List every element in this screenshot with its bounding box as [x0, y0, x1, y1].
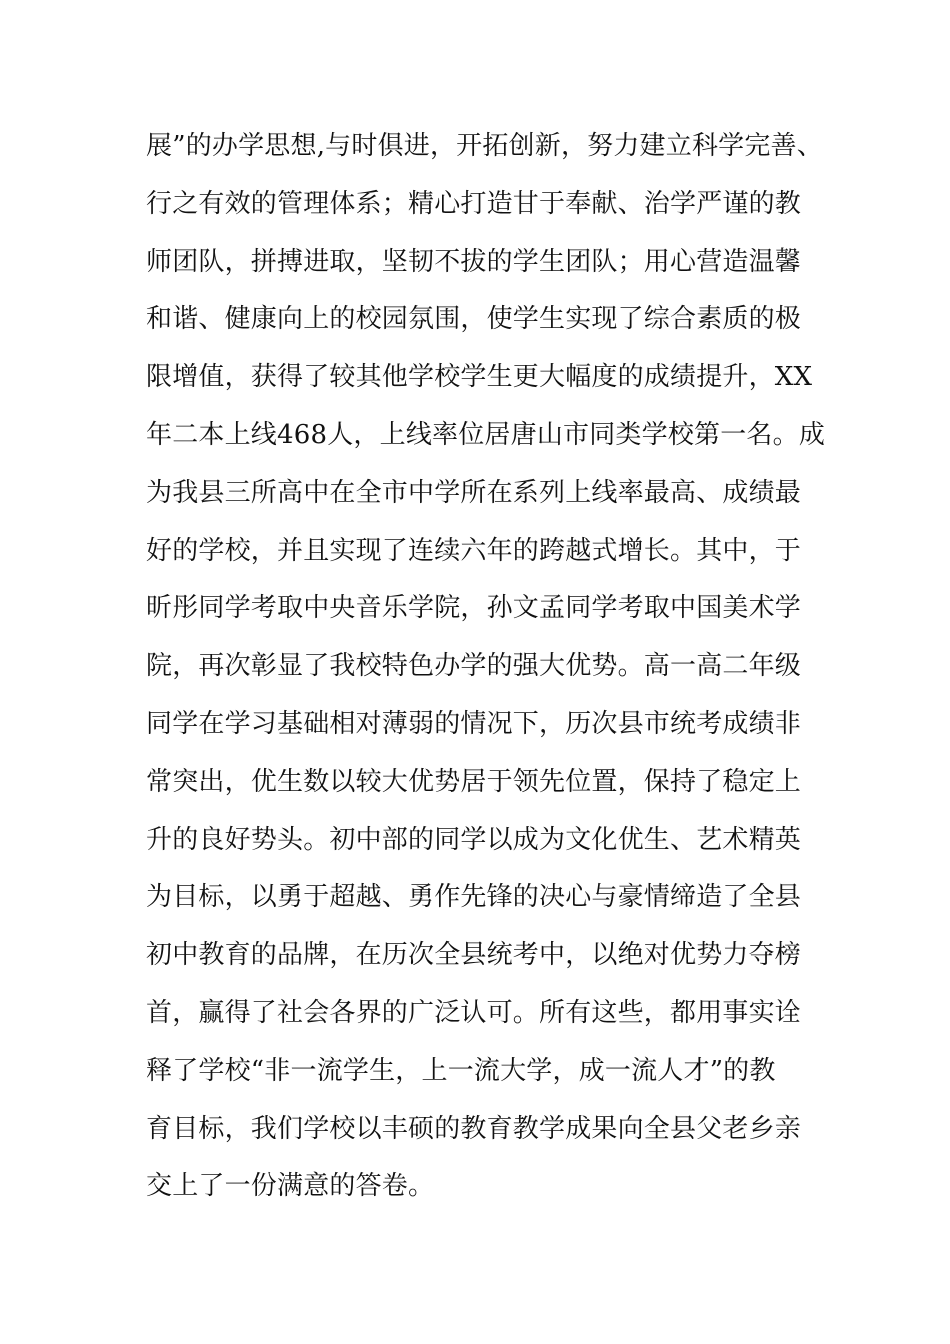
text-line: 育目标，我们学校以丰硕的教育教学成果向全县父老乡亲 [146, 1113, 802, 1144]
text-line: 展”的办学思想,与时俱进，开拓创新，努力建立科学完善、 [146, 131, 823, 161]
text-line: 和谐、健康向上的校园氛围，使学生实现了综合素质的极 [146, 304, 802, 335]
text-line: 升的良好势头。初中部的同学以成为文化优生、艺术精英 [146, 824, 802, 855]
body-paragraph [146, 118, 846, 1216]
text-line: 常突出，优生数以较大优势居于领先位置，保持了稳定上 [146, 766, 802, 797]
text-line: 释了学校“非一流学生，上一流大学，成一流人才”的教 [146, 1055, 776, 1086]
text-line: 昕彤同学考取中央音乐学院，孙文孟同学考取中国美术学 [146, 593, 802, 624]
text-line: 同学在学习基础相对薄弱的情况下，历次县市统考成绩非 [146, 708, 802, 739]
text-line: 为目标，以勇于超越、勇作先锋的决心与豪情缔造了全县 [146, 882, 802, 913]
text-line: 为我县三所高中在全市中学所在系列上线率最高、成绩最 [146, 477, 802, 508]
text-line: 交上了一份满意的答卷。 [146, 1171, 435, 1202]
text-line: 初中教育的品牌，在历次全县统考中，以绝对优势力夺榜 [146, 940, 802, 971]
text-line: 院，再次彰显了我校特色办学的强大优势。高一高二年级 [146, 651, 802, 682]
text-line: 行之有效的管理体系；精心打造甘于奉献、治学严谨的教 [146, 188, 802, 219]
text-line: 年二本上线468人，上线率位居唐山市同类学校第一名。成 [146, 419, 826, 450]
text-line: 好的学校，并且实现了连续六年的跨越式增长。其中，于 [146, 535, 802, 566]
text-line: 限增值，获得了较其他学校学生更大幅度的成绩提升，XX [146, 362, 813, 393]
text-line: 首，赢得了社会各界的广泛认可。所有这些，都用事实诠 [146, 997, 802, 1028]
text-line: 师团队，拼搏进取，坚韧不拔的学生团队；用心营造温馨 [146, 246, 802, 277]
